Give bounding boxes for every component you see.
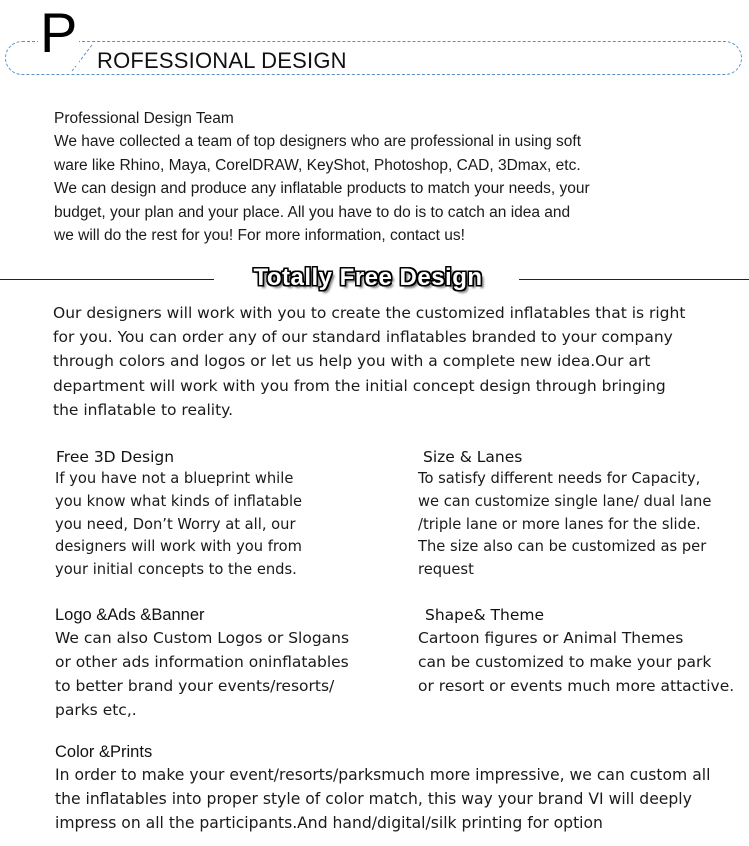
paragraph-line: for you. You can order any of our standard inflatables branded to your company (53, 328, 673, 347)
paragraph-line: through colors and logos or let us help you with a complete new idea.Our art (53, 352, 651, 371)
team-line: budget, your plan and your place. All you have to do is to catch an idea and (54, 203, 571, 221)
paragraph-line: impress on all the participants.And hand/digital/silk printing for option (55, 814, 603, 832)
feature-line: The size also can be customized as per (418, 538, 707, 556)
feature-line: If you have not a blueprint while (55, 470, 294, 487)
paragraph-line: Our designers will work with you to create the customized inflatables that is right (53, 304, 686, 322)
team-heading: Professional Design Team (54, 110, 234, 127)
size-lanes-title: Size & Lanes (423, 448, 523, 466)
team-line: ware like Rhino, Maya, CorelDRAW, KeyShot, Photoshop, CAD, 3Dmax, etc. (54, 156, 581, 174)
feature-line: We can also Custom Logos or Slogans (55, 629, 350, 647)
paragraph-line: department will work with you from the initial concept design through bringing (53, 376, 666, 395)
free-design-title: Totally Free Design (253, 264, 483, 291)
team-paragraph (54, 107, 734, 247)
feature-line: /triple lane or more lanes for the slide. (418, 515, 701, 533)
feature-line: parks etc,. (55, 701, 137, 719)
banner-title: ROFESSIONAL DESIGN (97, 48, 347, 73)
feature-line: or other ads information oninflatables (55, 653, 349, 671)
team-line: We have collected a team of top designers who are professional in using soft (54, 133, 582, 151)
free-3d-design-body (55, 468, 302, 582)
logo-ads-banner-title: Logo &Ads &Banner (55, 606, 205, 624)
section-divider-left (0, 279, 214, 280)
free-3d-design-title: Free 3D Design (56, 448, 175, 466)
feature-line: we can customize single lane/ dual lane (418, 492, 712, 510)
paragraph-line: the inflatables into proper style of color match, this way your brand VI will deeply (55, 790, 692, 808)
section-divider-right (519, 279, 749, 280)
feature-line: To satisfy different needs for Capacity, (418, 470, 701, 487)
paragraph-line: the inflatable to reality. (53, 400, 234, 419)
feature-line: or resort or events much more attactive. (418, 677, 735, 695)
shape-theme-body (418, 626, 734, 698)
logo-ads-banner-body (55, 626, 349, 722)
feature-line: to better brand your events/resorts/ (55, 677, 335, 695)
banner-initial-letter: P (40, 1, 78, 64)
feature-line: you need, Don’t Worry at all, our (55, 515, 296, 533)
feature-line: request (418, 561, 474, 579)
feature-line: designers will work with you from (55, 538, 302, 556)
paragraph-line: In order to make your event/resorts/parksmuch more impressive, we can custom all (55, 766, 711, 784)
color-prints-body (55, 763, 745, 835)
team-line: we will do the rest for you! For more information, contact us! (54, 227, 465, 245)
team-line: We can design and produce any inflatable products to match your needs, your (54, 180, 590, 198)
shape-theme-title: Shape& Theme (425, 606, 545, 624)
feature-line: your initial concepts to the ends. (55, 561, 297, 579)
size-lanes-body (418, 468, 711, 582)
feature-line: can be customized to make your park (418, 653, 712, 671)
color-prints-title: Color &Prints (55, 743, 153, 761)
feature-line: Cartoon figures or Animal Themes (418, 629, 684, 647)
free-design-paragraph (53, 301, 743, 422)
feature-line: you know what kinds of inflatable (55, 492, 303, 510)
